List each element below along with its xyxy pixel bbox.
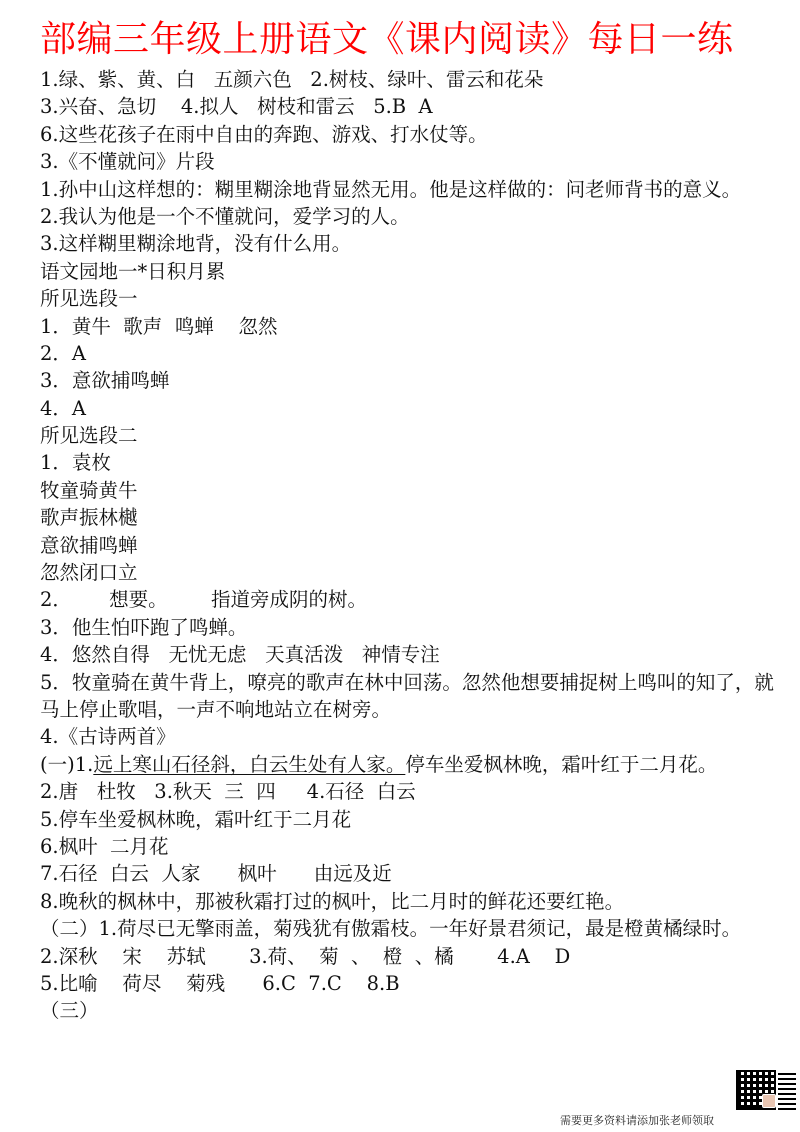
poem-line: 牧童骑黄牛 (40, 478, 138, 502)
poem-answer-prefix: (一)1. (40, 752, 94, 776)
subsection-heading: 所见选段一 (40, 287, 138, 311)
poem-line: 歌声振林樾 (40, 506, 138, 530)
answer-line: 5.比喻 荷尽 菊残 6.C 7.C 8.B (40, 971, 400, 995)
poem-answer-line (40, 751, 780, 778)
answer-line: （二）1.荷尽已无擎雨盖，菊残犹有傲霜枝。一年好景君须记，最是橙黄橘绿时。 (40, 917, 742, 941)
answer-line: 4．A (40, 396, 86, 420)
document-title: 部编三年级上册语文《课内阅读》每日一练 (40, 19, 734, 60)
answer-line: 8.晚秋的枫林中，那被秋霜打过的枫叶，比二月时的鲜花还要红艳。 (40, 889, 625, 913)
footer-note: 需要更多资料请添加张老师领取 (560, 1114, 714, 1127)
answer-body (40, 66, 780, 1025)
answer-line: 2.唐 杜牧 3.秋天 三 四 4.石径 白云 (40, 780, 416, 804)
answer-line: 3．意欲捕鸣蝉 (40, 369, 170, 393)
section-heading: （三） (40, 999, 99, 1023)
answer-line: 2.我认为他是一个不懂就问，爱学习的人。 (40, 204, 410, 228)
answer-line: 1．黄牛 歌声 鸣蝉 忽然 (40, 314, 278, 338)
subsection-heading: 所见选段二 (40, 424, 138, 448)
answer-line: 6.这些花孩子在雨中自由的奔跑、游戏、打水仗等。 (40, 122, 488, 146)
answer-line: 5.停车坐爱枫林晚，霜叶红于二月花 (40, 807, 352, 831)
avatar (762, 1094, 776, 1108)
answer-line: 3．他生怕吓跑了鸣蝉。 (40, 615, 248, 639)
poem-line: 忽然闭口立 (40, 561, 138, 585)
answer-line: 2． 想要。 指道旁成阴的树。 (40, 588, 367, 612)
answer-line: 1.绿、紫、黄、白 五颜六色 2.树枝、绿叶、雷云和花朵 (40, 68, 544, 91)
section-heading: 4.《古诗两首》 (40, 725, 176, 749)
answer-line: 4．悠然自得 无忧无虑 天真活泼 神情专注 (40, 643, 440, 667)
poem-line: 意欲捕鸣蝉 (40, 533, 138, 557)
answer-line: 3.这样糊里糊涂地背，没有什么用。 (40, 232, 352, 256)
answer-line: 7.石径 白云 人家 枫叶 由远及近 (40, 862, 392, 886)
answer-line: 1.孙中山这样想的：糊里糊涂地背显然无用。他是这样做的：问老师背书的意义。 (40, 177, 742, 201)
answer-line: 2．A (40, 341, 86, 365)
answer-line: 5．牧童骑在黄牛背上，嘹亮的歌声在林中回荡。忽然他想要捕捉树上鸣叫的知了，就马上停止歌唱，一声不响地站立在树旁。 (40, 670, 774, 722)
section-heading: 语文园地一*日积月累 (40, 259, 226, 283)
poem-answer-rest: 停车坐爱枫林晚，霜叶红于二月花。 (405, 752, 718, 776)
qr-code-icon (778, 1070, 796, 1110)
section-heading: 3.《不懂就问》片段 (40, 150, 215, 174)
underlined-poem-text: 远上寒山石径斜，白云生处有人家。 (93, 752, 406, 776)
answer-line: 2.深秋 宋 苏轼 3.荷、 菊 、 橙 、橘 4.A D (40, 944, 571, 968)
answer-line: 1．袁枚 (40, 451, 111, 475)
answer-line: 3.兴奋、急切 4.拟人 树枝和雷云 5.B A (40, 95, 433, 119)
answer-line: 6.枫叶 二月花 (40, 834, 169, 858)
